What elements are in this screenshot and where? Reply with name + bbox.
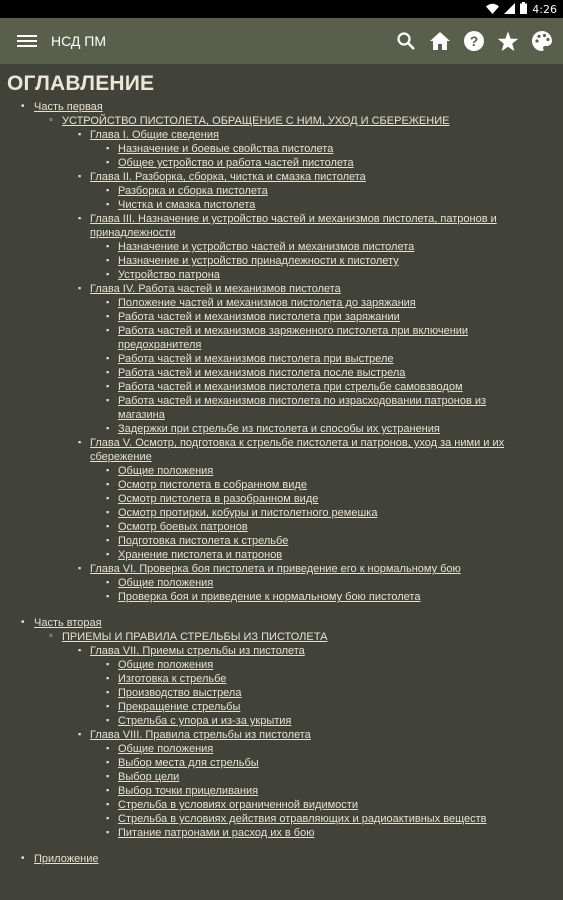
- toc-item: [118, 826, 496, 840]
- toc-item: [118, 520, 496, 534]
- toc-item: [118, 184, 496, 198]
- toc-part: [34, 100, 563, 604]
- content-area: [0, 64, 563, 900]
- toc-chapter-link[interactable]: Глава II. Разборка, сборка, чистка и смазка пистолета: [90, 171, 366, 183]
- toc-item: [118, 240, 496, 254]
- toc-item: [118, 422, 496, 436]
- svg-text:?: ?: [469, 33, 479, 49]
- toc-item-list: [90, 576, 525, 604]
- help-icon[interactable]: [463, 30, 485, 52]
- toc-item: [118, 812, 496, 826]
- toc-item-link[interactable]: Работа частей и механизмов пистолета при заряжании: [118, 311, 400, 323]
- toc-item-link[interactable]: Общие положения: [118, 659, 214, 671]
- app-title: НСД ПМ: [51, 33, 107, 49]
- toc-item-link[interactable]: Проверка боя и приведение к нормальному бою пистолета: [118, 591, 421, 603]
- toc-chapter-list: [62, 128, 563, 604]
- toc-item: [118, 268, 496, 282]
- toc-chapter-list: [62, 644, 563, 840]
- toc-chapter-link[interactable]: Глава VIII. Правила стрельбы из пистолета: [90, 729, 311, 741]
- toc-item-list: [90, 742, 525, 840]
- clock: 4:26: [532, 3, 557, 16]
- toc-item-link[interactable]: Работа частей и механизмов пистолета при стрельбе самовзводом: [118, 381, 463, 393]
- toc-item-list: [90, 142, 525, 170]
- toc-chapter: [90, 644, 525, 728]
- toc-item-link[interactable]: Работа частей и механизмов пистолета после выстрела: [118, 367, 406, 379]
- toc-item-link[interactable]: Общие положения: [118, 577, 214, 589]
- toc-item: [118, 672, 496, 686]
- toc-item-link[interactable]: Питание патронами и расход их в бою: [118, 827, 315, 839]
- toc-item: [118, 576, 496, 590]
- toc-item: [118, 590, 496, 604]
- signal-icon: [504, 3, 515, 17]
- toc-part-link[interactable]: Часть вторая: [34, 617, 102, 629]
- app-bar: [0, 18, 563, 64]
- toc-item-link[interactable]: Назначение и боевые свойства пистолета: [118, 143, 334, 155]
- toc-item: [118, 310, 496, 324]
- toc-part: [34, 616, 563, 840]
- toc-item: [118, 380, 496, 394]
- toc-item: [118, 254, 496, 268]
- toc-item-link[interactable]: Осмотр пистолета в разобранном виде: [118, 493, 319, 505]
- toc-chapter: [90, 436, 525, 562]
- toc-item-link[interactable]: Работа частей и механизмов пистолета по израсходовании патронов из магазина: [118, 395, 487, 421]
- toc-item-link[interactable]: Задержки при стрельбе из пистолета и способы их устранения: [118, 423, 440, 435]
- status-bar: [0, 0, 563, 18]
- toc-item-link[interactable]: Чистка и смазка пистолета: [118, 199, 256, 211]
- toc-item-link[interactable]: Общие положения: [118, 465, 214, 477]
- toc-item-link[interactable]: Хранение пистолета и патронов: [118, 549, 283, 561]
- toc-section-list: [34, 114, 563, 604]
- toc-section-link[interactable]: ПРИЕМЫ И ПРАВИЛА СТРЕЛЬБЫ ИЗ ПИСТОЛЕТА: [62, 631, 328, 643]
- page-title: ОГЛАВЛЕНИЕ: [7, 72, 155, 95]
- toc-item-link[interactable]: Выбор места для стрельбы: [118, 757, 259, 769]
- toc-item-link[interactable]: Осмотр протирки, кобуры и пистолетного ремешка: [118, 507, 378, 519]
- toc-item-link[interactable]: Общие положения: [118, 743, 214, 755]
- toc-chapter-link[interactable]: Глава IV. Работа частей и механизмов пистолета: [90, 283, 341, 295]
- toc-item-link[interactable]: Назначение и устройство частей и механизмов пистолета: [118, 241, 415, 253]
- toc-chapter: [90, 170, 525, 212]
- toc-chapter-link[interactable]: Глава I. Общие сведения: [90, 129, 219, 141]
- toc-item-link[interactable]: Назначение и устройство принадлежности к пистолету: [118, 255, 399, 267]
- toc-item: [118, 714, 496, 728]
- toc-item-link[interactable]: Общее устройство и работа частей пистолета: [118, 157, 354, 169]
- toc-item-list: [90, 184, 525, 212]
- toc-item: [118, 198, 496, 212]
- toc-part-link[interactable]: Часть первая: [34, 101, 103, 113]
- toc-section: [62, 630, 563, 840]
- toc-chapter: [90, 128, 525, 170]
- toc-item-link[interactable]: Выбор цели: [118, 771, 180, 783]
- toc-item-link[interactable]: Производство выстрела: [118, 687, 242, 699]
- toc-section: [62, 114, 563, 604]
- toc-item-link[interactable]: Стрельба в условиях ограниченной видимости: [118, 799, 358, 811]
- menu-icon[interactable]: [17, 32, 37, 50]
- toc-item-link[interactable]: Прекращение стрельбы: [118, 701, 241, 713]
- toc-item-link[interactable]: Изготовка к стрельбе: [118, 673, 227, 685]
- toc-item: [118, 324, 496, 352]
- toc-chapter-link[interactable]: Глава V. Осмотр, подготовка к стрельбе пистолета и патронов, уход за ними и их сбережение: [90, 437, 505, 463]
- toc-item: [118, 366, 496, 380]
- toc-item: [118, 142, 496, 156]
- toc-item: [118, 394, 496, 422]
- toc-item: [118, 506, 496, 520]
- toc-item-link[interactable]: Положение частей и механизмов пистолета до заряжания: [118, 297, 416, 309]
- toc-item: [118, 352, 496, 366]
- toc-item-link[interactable]: Устройство патрона: [118, 269, 220, 281]
- toolbar-actions: [395, 30, 553, 52]
- toc-item-link[interactable]: Осмотр пистолета в собранном виде: [118, 479, 307, 491]
- toc-item-link[interactable]: Разборка и сборка пистолета: [118, 185, 268, 197]
- toc-item: [118, 742, 496, 756]
- toc-chapter: [90, 212, 525, 282]
- toc-item-link[interactable]: Осмотр боевых патронов: [118, 521, 248, 533]
- toc-part-link[interactable]: Приложение: [34, 853, 99, 865]
- toc-part: [34, 852, 563, 866]
- toc-item: [118, 464, 496, 478]
- toc-item-link[interactable]: Стрельба с упора и из-за укрытия: [118, 715, 292, 727]
- toc-chapter: [90, 282, 525, 436]
- toc-item-list: [90, 658, 525, 728]
- toc-item: [118, 658, 496, 672]
- toc-chapter-link[interactable]: Глава VI. Проверка боя пистолета и приведение его к нормальному бою: [90, 563, 461, 575]
- toc-item: [118, 784, 496, 798]
- wifi-icon: [486, 3, 499, 17]
- toc-item-link[interactable]: Подготовка пистолета к стрельбе: [118, 535, 289, 547]
- toc-item-link[interactable]: Работа частей и механизмов заряженного пистолета при включении предохранителя: [118, 325, 469, 351]
- palette-icon[interactable]: [531, 30, 553, 52]
- toc-chapter: [90, 562, 525, 604]
- toc-item: [118, 478, 496, 492]
- toc-chapter-link[interactable]: Глава III. Назначение и устройство частей и механизмов пистолета, патронов и принадлежности: [90, 213, 497, 239]
- table-of-contents: [0, 100, 563, 866]
- home-icon[interactable]: [429, 30, 451, 52]
- toc-chapter-link[interactable]: Глава VII. Приемы стрельбы из пистолета: [90, 645, 305, 657]
- toc-item: [118, 756, 496, 770]
- toc-item-list: [90, 464, 525, 562]
- toc-item-link[interactable]: Выбор точки прицеливания: [118, 785, 259, 797]
- search-icon[interactable]: [395, 30, 417, 52]
- star-icon[interactable]: [497, 30, 519, 52]
- toc-section-list: [34, 630, 563, 840]
- toc-item: [118, 296, 496, 310]
- toc-item-list: [90, 296, 525, 436]
- toc-item: [118, 548, 496, 562]
- toc-item: [118, 156, 496, 170]
- toc-section-link[interactable]: УСТРОЙСТВО ПИСТОЛЕТА, ОБРАЩЕНИЕ С НИМ, УХОД И СБЕРЕЖЕНИЕ: [62, 115, 450, 127]
- toc-item-link[interactable]: Стрельба в условиях действия отравляющих и радиоактивных веществ: [118, 813, 487, 825]
- toc-item: [118, 686, 496, 700]
- battery-icon: [520, 2, 527, 17]
- toc-item: [118, 700, 496, 714]
- toc-item: [118, 492, 496, 506]
- toc-chapter: [90, 728, 525, 840]
- toc-item-list: [90, 240, 525, 282]
- toc-item: [118, 770, 496, 784]
- toc-item-link[interactable]: Работа частей и механизмов пистолета при выстреле: [118, 353, 394, 365]
- toc-item: [118, 798, 496, 812]
- toc-item: [118, 534, 496, 548]
